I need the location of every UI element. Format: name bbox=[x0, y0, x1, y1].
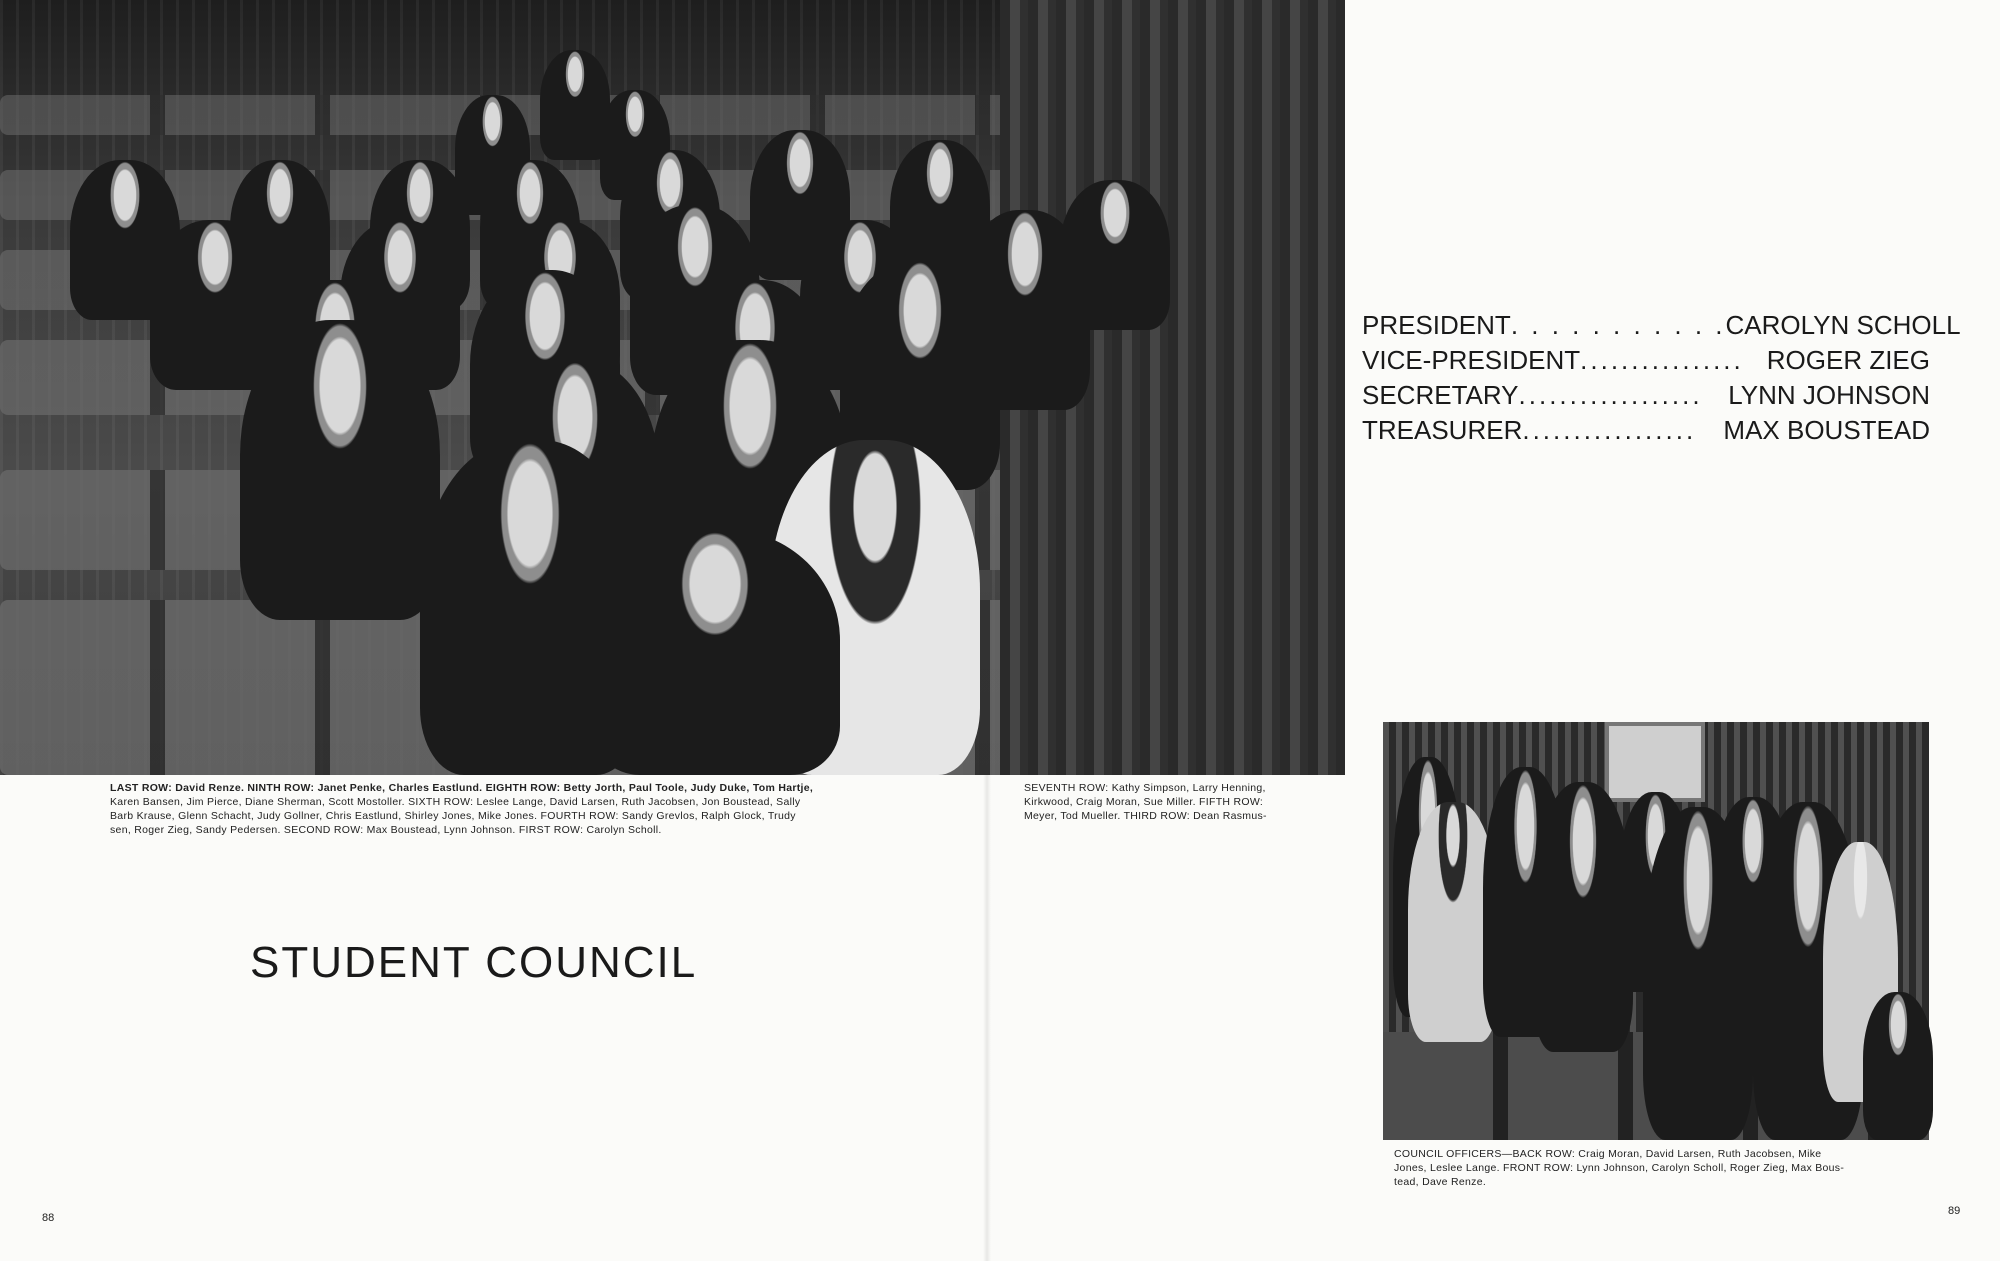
person bbox=[590, 530, 840, 775]
caption-line: Jones, Leslee Lange. FRONT ROW: Lynn Johnson, Carolyn Scholl, Roger Zieg, Max Bous- bbox=[1394, 1162, 1845, 1174]
caption-row-label: NINTH ROW: bbox=[247, 782, 315, 794]
officer-leader-dots: ................. bbox=[1522, 415, 1697, 445]
main-photo-caption-right bbox=[1024, 781, 1334, 823]
main-photo-caption-left bbox=[110, 781, 980, 837]
officers-list bbox=[1362, 308, 1961, 448]
officer-role: VICE-PRESIDENT bbox=[1362, 345, 1581, 375]
caption-text: Janet Penke, Charles Eastlund. bbox=[314, 782, 486, 794]
caption-line: Barb Krause, Glenn Schacht, Judy Gollner, Chris Eastlund, Shirley Jones, Mike Jones. FOURTH ROW: Sandy Grevlos, Ralph Glock, Trudy bbox=[110, 810, 796, 822]
officer-row-secretary bbox=[1362, 378, 1930, 413]
officer-row-treasurer bbox=[1362, 413, 1930, 448]
caption-line: tead, Dave Renze. bbox=[1394, 1176, 1487, 1188]
officer-name: LYNN JOHNSON bbox=[1728, 380, 1930, 410]
caption-line: sen, Roger Zieg, Sandy Pedersen. SECOND ROW: Max Boustead, Lynn Johnson. FIRST ROW: Carolyn Scholl. bbox=[110, 824, 662, 836]
officer-role: PRESIDENT bbox=[1362, 310, 1511, 340]
page-title: STUDENT COUNCIL bbox=[250, 938, 698, 987]
council-officers-photo bbox=[1383, 722, 1929, 1140]
officer-leader-dots: . . . . . . . . . . . bbox=[1510, 310, 1726, 340]
caption-line: SEVENTH ROW: Kathy Simpson, Larry Henning, bbox=[1024, 782, 1266, 794]
caption-line: Karen Bansen, Jim Pierce, Diane Sherman, Scott Mostoller. SIXTH ROW: Leslee Lange, David Larsen, Ruth Jacobsen, Jon Boustead, Sally bbox=[110, 796, 801, 808]
caption-line bbox=[110, 781, 980, 795]
page-number-right: 89 bbox=[1948, 1205, 1961, 1217]
officer-row-president bbox=[1362, 308, 1961, 343]
officers-photo-caption bbox=[1394, 1147, 1930, 1189]
caption-text: David Renze. bbox=[172, 782, 248, 794]
person bbox=[240, 320, 440, 620]
student-council-group-photo bbox=[0, 0, 1345, 775]
caption-text: Betty Jorth, Paul Toole, Judy Duke, Tom Hartje, bbox=[560, 782, 814, 794]
officer-leader-dots: ................ bbox=[1580, 345, 1744, 375]
officer-role: SECRETARY bbox=[1362, 380, 1519, 410]
caption-line: Kirkwood, Craig Moran, Sue Miller. FIFTH ROW: bbox=[1024, 796, 1264, 808]
caption-line: COUNCIL OFFICERS—BACK ROW: Craig Moran, David Larsen, Ruth Jacobsen, Mike bbox=[1394, 1148, 1822, 1160]
page-number-left: 88 bbox=[42, 1212, 55, 1224]
officer-role: TREASURER bbox=[1362, 415, 1523, 445]
officer-name: MAX BOUSTEAD bbox=[1723, 415, 1930, 445]
caption-row-label: EIGHTH ROW: bbox=[485, 782, 561, 794]
officer-name: CAROLYN SCHOLL bbox=[1725, 310, 1961, 340]
wall-portrait-frame bbox=[1605, 722, 1705, 802]
caption-line: Meyer, Tod Mueller. THIRD ROW: Dean Rasmus- bbox=[1024, 810, 1267, 822]
officer-row-vice-president bbox=[1362, 343, 1930, 378]
officer-name: ROGER ZIEG bbox=[1766, 345, 1930, 375]
person bbox=[1863, 992, 1933, 1140]
officer-leader-dots: .................. bbox=[1518, 380, 1703, 410]
caption-row-label: LAST ROW: bbox=[110, 782, 172, 794]
